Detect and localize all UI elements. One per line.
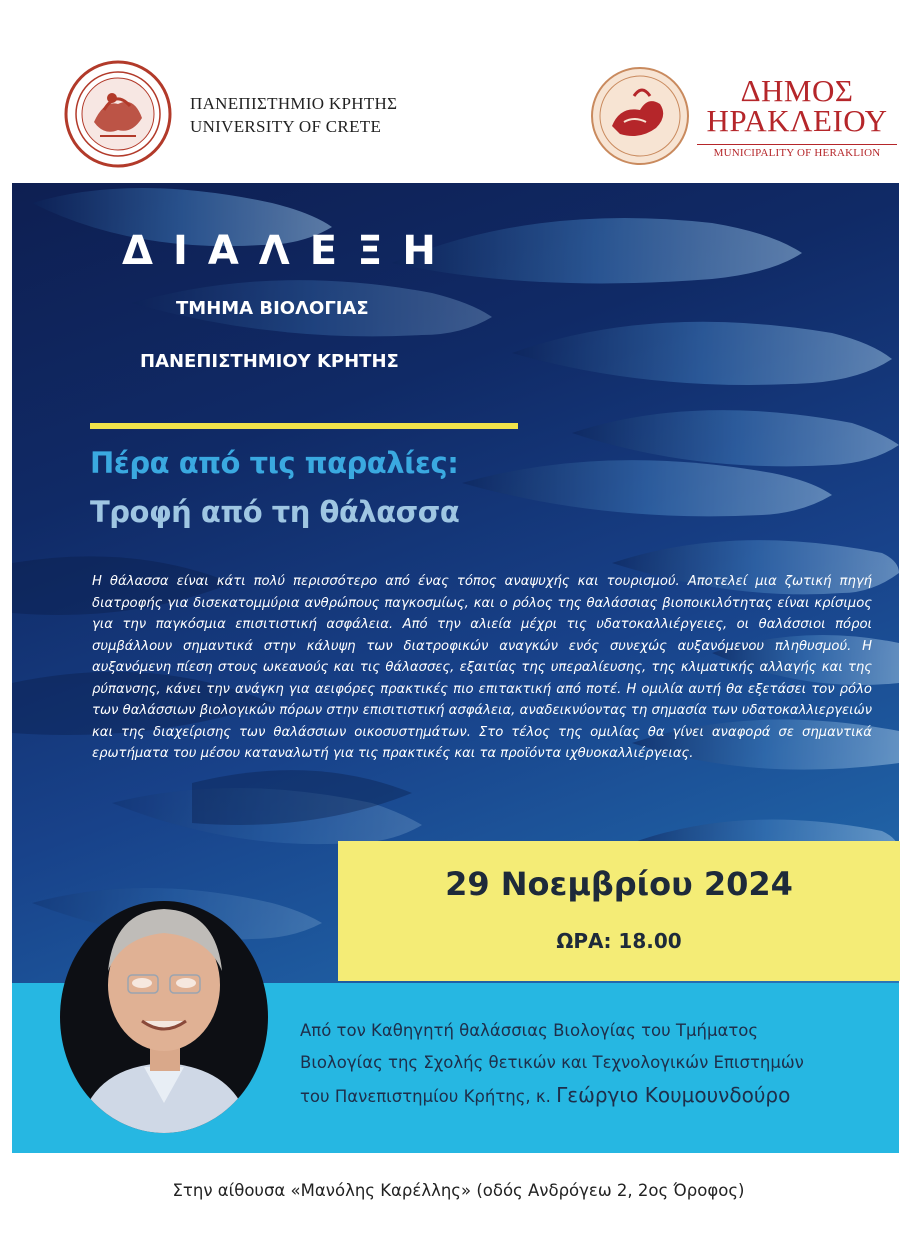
event-date: 29 Νοεμβρίου 2024 [445, 865, 793, 903]
speaker-intro-line1: Από τον Καθηγητή θαλάσσιας Βιολογίας του Τμήματος [300, 1021, 759, 1040]
university-of-crete-seal [64, 60, 172, 168]
uoc-name-greek: ΠΑΝΕΠΙΣΤΗΜΙΟ ΚΡΗΤΗΣ [190, 94, 398, 113]
lecture-label: ΔΙΑΛΕΞΗ [122, 228, 456, 274]
department-name-line1: ΤΜΗΜΑ ΒΙΟΛΟΓΙΑΣ [176, 298, 369, 319]
talk-abstract: Η θάλασσα είναι κάτι πολύ περισσότερο από ένας τόπος αναψυχής και τουρισμού. Αποτελεί μια ζωτική πηγή διατροφής για δισεκατομμύρια ανθρώπους παγκοσμίως, και ο ρόλος της θαλάσσιας βιοποικιλότητας είναι κρίσιμος για την παγκόσμια επισιτιστική ασφάλεια. Από την αλιεία μέχρι τις υδατοκαλλιέργειες, οι θαλάσσιοι πόροι συμβάλλουν σημαντικά στην κάλυψη των διατροφικών αναγκών ενός συνεχώς αυξανόμενου πληθυσμού. Η αυξανόμενη πίεση στους ωκεανούς και τις θάλασσες, εξαιτίας της υπεραλίευσης, της κλιματικής αλλαγής και της ρύπανσης, κάνει την ανάγκη για αειφόρες πρακτικές πιο επιτακτική από ποτέ. Η ομιλία αυτή θα εξετάσει τον ρόλο των θαλάσσιων βιολογικών πόρων στην επισιτιστική ασφάλεια, αναδεικνύοντας τη σημασία των υδατοκαλλιεργειών και της διαχείρισης των θαλάσσιων οικοσυστημάτων. Στο τέλος της ομιλίας θα γίνει αναφορά σε σημαντικά ερωτήματα του μέσου καταναλωτή για τις πρακτικές και τα προϊόντα ιχθυοκαλλιέργειας. [92, 574, 872, 761]
event-date-box [338, 841, 900, 981]
speaker-intro-line2: Βιολογίας της Σχολής θετικών και Τεχνολογικών Επιστημών [300, 1053, 804, 1072]
speaker-intro-line3 [300, 1079, 880, 1113]
heraklion-name-line1: ΔΗΜΟΣ [740, 73, 854, 108]
uoc-name-english: UNIVERSITY OF CRETE [190, 117, 382, 136]
heraklion-municipality-name [697, 73, 897, 138]
title-divider [90, 423, 518, 429]
event-time: ΩΡΑ: 18.00 [556, 929, 682, 953]
heraklion-municipality-english: MUNICIPALITY OF HERAKLION [697, 144, 897, 159]
event-venue: Στην αίθουσα «Μανόλης Καρέλλης» (οδός Ανδρόγεω 2, 2ος Όροφος) [172, 1181, 745, 1200]
talk-title-line2: Τροφή από τη θάλασσα [90, 495, 460, 529]
speaker-name: Γεώργιο Κουμουνδούρο [556, 1083, 791, 1107]
speaker-introduction [300, 1015, 880, 1113]
speaker-intro-prefix: του Πανεπιστημίου Κρήτης, κ. [300, 1087, 551, 1106]
talk-title-line1: Πέρα από τις παραλίες: [90, 446, 459, 480]
heraklion-name-line2: ΗΡΑΚΛΕΙΟΥ [706, 103, 888, 138]
university-of-crete-name [190, 92, 397, 138]
heraklion-municipality-seal [590, 66, 690, 166]
speaker-photo [58, 867, 270, 1135]
department-name-line2: ΠΑΝΕΠΙΣΤΗΜΙΟΥ ΚΡΗΤΗΣ [140, 351, 399, 372]
